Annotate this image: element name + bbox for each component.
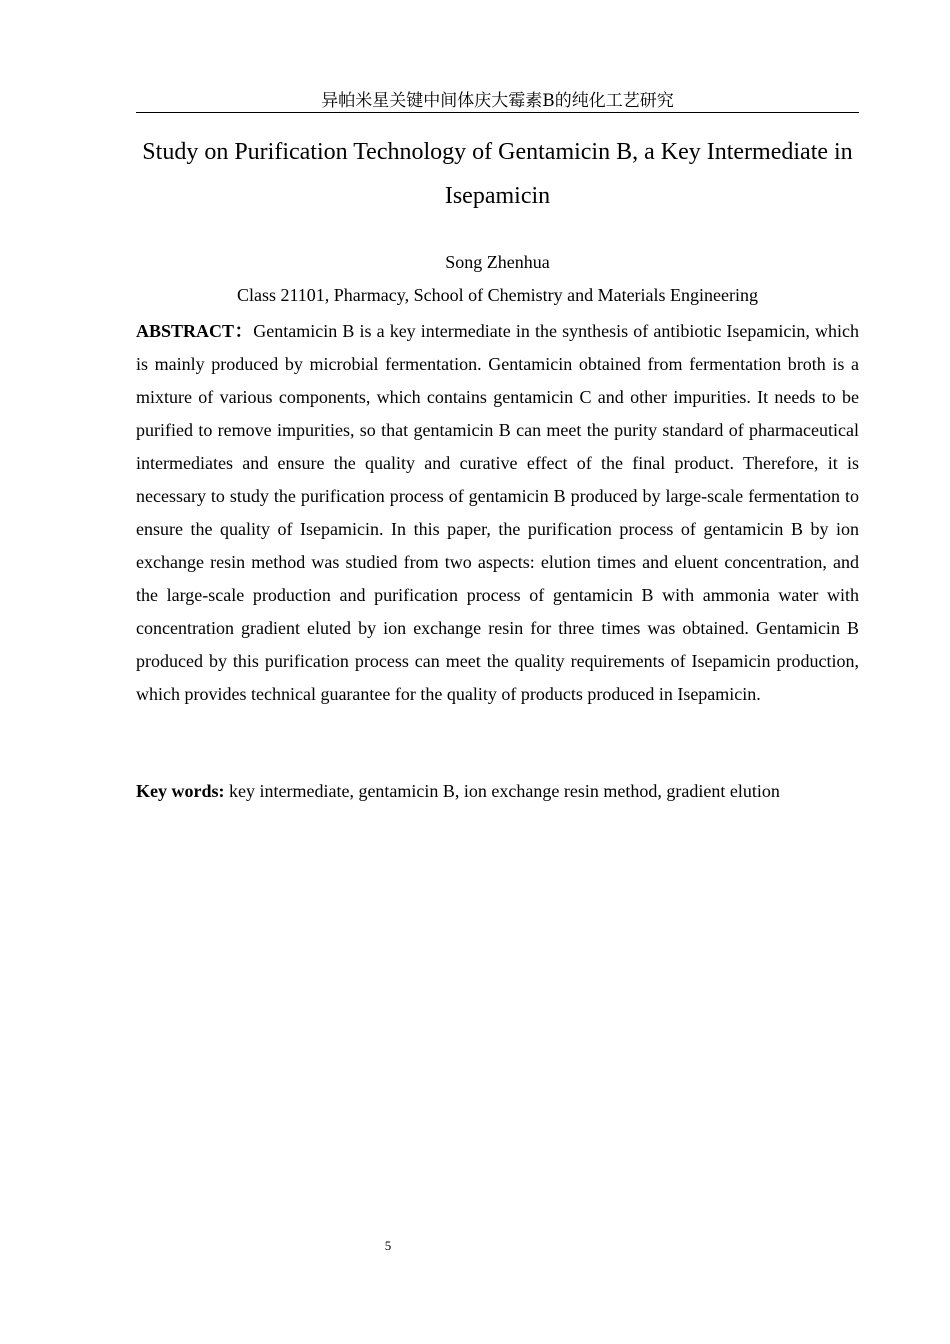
running-header: 异帕米星关键中间体庆大霉素B的纯化工艺研究 (321, 91, 674, 111)
keywords-label: Key words: (136, 781, 225, 801)
abstract-paragraph (136, 315, 859, 711)
paper-title: Study on Purification Technology of Gentamicin B, a Key Intermediate in Isepamicin (142, 139, 853, 209)
keywords-text: key intermediate, gentamicin B, ion exchange resin method, gradient elution (224, 781, 780, 801)
keywords-line (136, 777, 859, 805)
header-rule (136, 112, 859, 113)
author-affiliation: Class 21101, Pharmacy, School of Chemistry and Materials Engineering (236, 285, 759, 305)
page-number: 5 (384, 1238, 392, 1253)
abstract-label: ABSTRACT： (136, 321, 254, 341)
author-name: Song Zhenhua (445, 252, 550, 272)
abstract-text: Gentamicin B is a key intermediate in the synthesis of antibiotic Isepamicin, which is mainly produced by microbial fermentation. Gentamicin obtained from fermentation broth is a mixture of various components, which contains gentamicin C and other impurities. It needs to be purified to remove impurities, so that gentamicin B can meet the purity standard of pharmaceutical intermediates and ensure the quality and curative effect of the final product. Therefore, it is necessary to study the purification process of gentamicin B produced by large-scale fermentation to ensure the quality of Isepamicin. In this paper, the purification process of gentamicin B by ion exchange resin method was studied from two aspects: elution times and eluent concentration, and the large-scale production and purification process of gentamicin B with ammonia water with concentration gradient eluted by ion exchange resin for three times was obtained. Gentamicin B produced by this purification process can meet the quality requirements of Isepamicin production, which provides technical guarantee for the quality of products produced in Isepamicin. (136, 321, 859, 704)
document-page (136, 0, 859, 1344)
